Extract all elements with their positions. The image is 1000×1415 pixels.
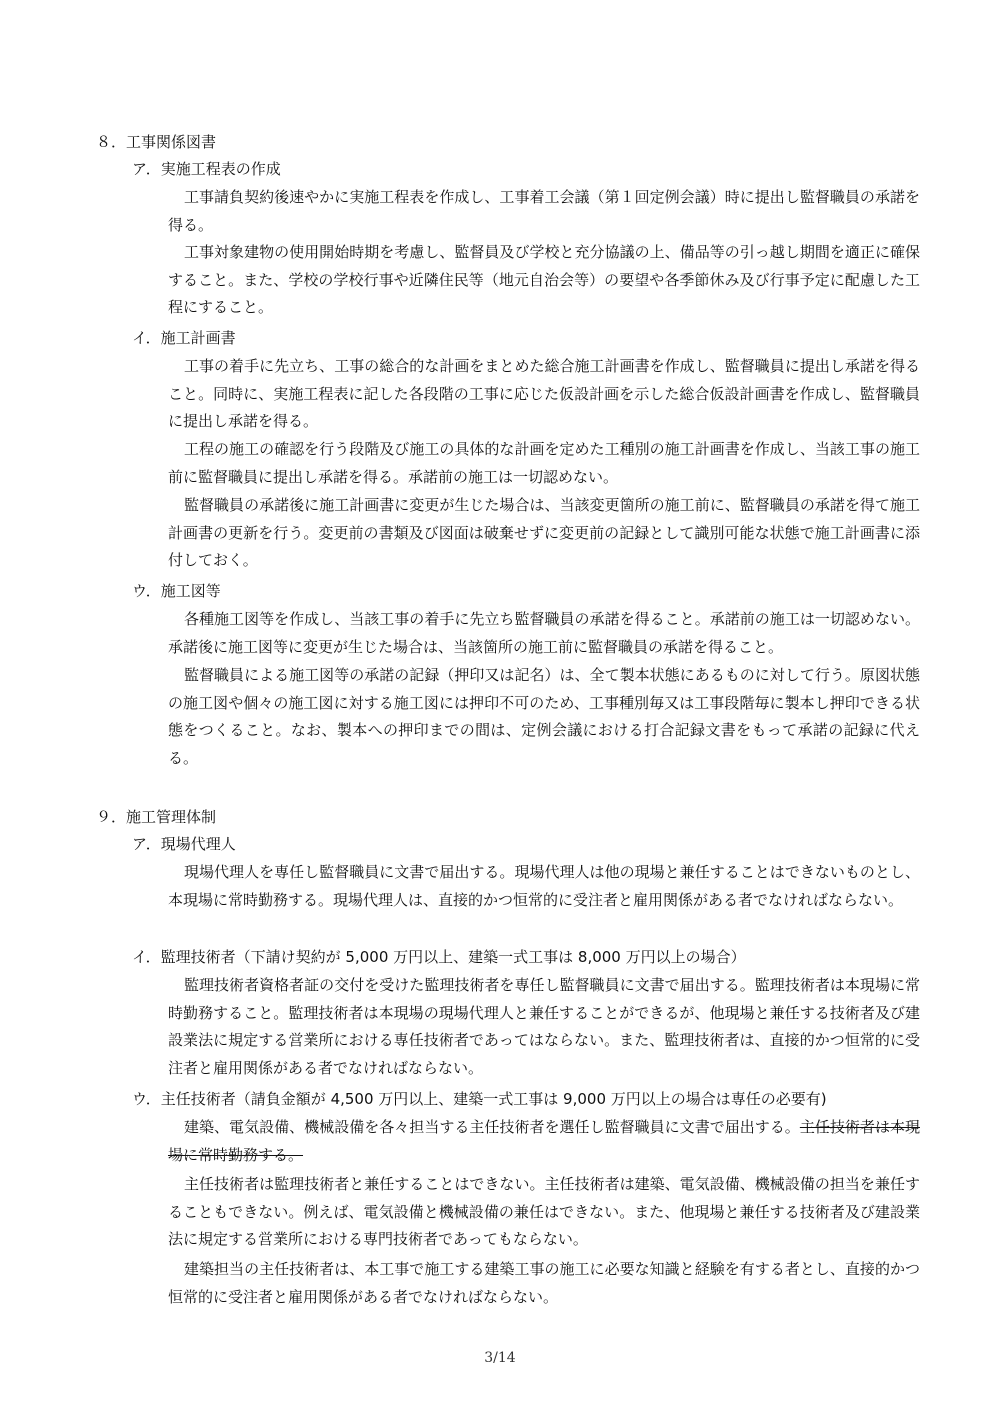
paragraph bbox=[168, 1114, 920, 1169]
struck-text: 主任技術者は本現場に常時勤務する。 bbox=[168, 1118, 920, 1164]
paragraph: 主任技術者は監理技術者と兼任することはできない。主任技術者は建築、電気設備、機械設備の担当を兼任することもできない。例えば、電気設備と機械設備の兼任はできない。また、他現場と兼任する技術者及び建設業法に規定する営業所における専門技術者であってもならない。 bbox=[168, 1175, 920, 1248]
paragraph: 各種施工図等を作成し、当該工事の着手に先立ち監督職員の承諾を得ること。承諾前の施工は一切認めない。承諾後に施工図等に変更が生じた場合は、当該箇所の施工前に監督職員の承諾を得ること。 bbox=[168, 610, 920, 656]
paragraph: 現場代理人を専任し監督職員に文書で届出する。現場代理人は他の現場と兼任することはできないものとし、本現場に常時勤務する。現場代理人は、直接的かつ恒常的に受注者と雇用関係がある者でなければならない。 bbox=[168, 863, 920, 909]
subsection-heading: ウ．主任技術者（請負金額が 4,500 万円以上、建築一式工事は 9,000 万円以上の場合は専任の必要有) bbox=[132, 1090, 827, 1108]
paragraph: 監理技術者資格者証の交付を受けた監理技術者を専任し監督職員に文書で届出する。監理技術者は本現場に常時勤務すること。監理技術者は本現場の現場代理人と兼任することができるが、他現場と兼任する技術者及び建設業法に規定する営業所における専任技術者であってはならない。また、監理技術者は、直接的かつ恒常的に受注者と雇用関係がある者でなければならない。 bbox=[168, 976, 920, 1077]
page-number: 3/14 bbox=[484, 1350, 516, 1366]
subsection-heading: ア．現場代理人 bbox=[132, 835, 236, 853]
subsection-heading: ウ．施工図等 bbox=[132, 582, 221, 600]
section-heading: ９．施工管理体制 bbox=[96, 808, 217, 826]
paragraph: 工事の着手に先立ち、工事の総合的な計画をまとめた総合施工計画書を作成し、監督職員に提出し承諾を得ること。同時に、実施工程表に記した各段階の工事に応じた仮設計画を示した総合仮設計画書を作成し、監督職員に提出し承諾を得る。 bbox=[168, 357, 920, 430]
section-heading: ８．工事関係図書 bbox=[96, 133, 217, 151]
subsection-heading: ア．実施工程表の作成 bbox=[132, 160, 281, 178]
subsection-heading: イ．監理技術者（下請け契約が 5,000 万円以上、建築一式工事は 8,000 万円以上の場合） bbox=[132, 948, 746, 966]
paragraph: 建築担当の主任技術者は、本工事で施工する建築工事の施工に必要な知識と経験を有する者とし、直接的かつ恒常的に受注者と雇用関係がある者でなければならない。 bbox=[168, 1260, 920, 1306]
subsection-heading: イ．施工計画書 bbox=[132, 329, 236, 347]
paragraph-text: 建築、電気設備、機械設備を各々担当する主任技術者を選任し監督職員に文書で届出する。 bbox=[184, 1118, 800, 1136]
paragraph: 監督職員の承諾後に施工計画書に変更が生じた場合は、当該変更箇所の施工前に、監督職員の承諾を得て施工計画書の更新を行う。変更前の書類及び図面は破棄せずに変更前の記録として識別可能な状態で施工計画書に添付しておく。 bbox=[168, 496, 920, 569]
paragraph: 監督職員による施工図等の承諾の記録（押印又は記名）は、全て製本状態にあるものに対して行う。原図状態の施工図や個々の施工図に対する施工図には押印不可のため、工事種別毎又は工事段階毎に製本し押印できる状態をつくること。なお、製本への押印までの間は、定例会議における打合記録文書をもって承諾の記録に代える。 bbox=[168, 666, 920, 767]
paragraph: 工事請負契約後速やかに実施工程表を作成し、工事着工会議（第１回定例会議）時に提出し監督職員の承諾を得る。 bbox=[168, 188, 920, 234]
paragraph: 工事対象建物の使用開始時期を考慮し、監督員及び学校と充分協議の上、備品等の引っ越し期間を適正に確保すること。また、学校の学校行事や近隣住民等（地元自治会等）の要望や各季節休み及び行事予定に配慮した工程にすること。 bbox=[168, 243, 920, 316]
paragraph: 工程の施工の確認を行う段階及び施工の具体的な計画を定めた工種別の施工計画書を作成し、当該工事の施工前に監督職員に提出し承諾を得る。承諾前の施工は一切認めない。 bbox=[168, 440, 920, 486]
